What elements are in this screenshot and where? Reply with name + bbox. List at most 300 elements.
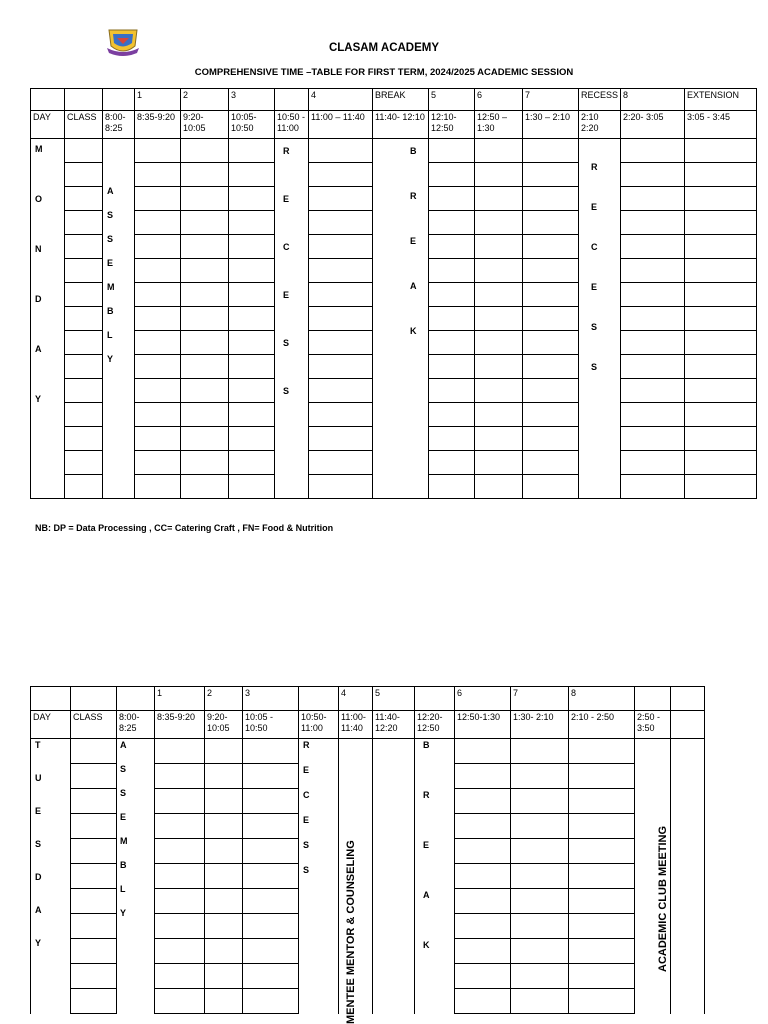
period-cell	[229, 283, 275, 307]
vertical-letter: S	[35, 839, 42, 849]
vertical-letter: A	[35, 344, 42, 354]
period5-cell	[373, 889, 415, 914]
period-cell	[523, 427, 579, 451]
header-cell	[71, 687, 117, 711]
break-cell	[373, 283, 429, 307]
vertical-letter: A	[423, 890, 430, 900]
period-cell	[229, 235, 275, 259]
period-cell	[475, 283, 523, 307]
period-cell	[569, 864, 635, 889]
period5-cell	[373, 989, 415, 1014]
period-cell	[475, 307, 523, 331]
table-row	[31, 283, 757, 307]
period-cell	[205, 989, 243, 1014]
period-cell	[523, 379, 579, 403]
extension-cell	[685, 163, 757, 187]
class-cell	[71, 839, 117, 864]
extension-cell	[685, 259, 757, 283]
time-slot-cell: 2:20- 3:05	[621, 111, 685, 139]
period-cell	[135, 427, 181, 451]
period-cell	[155, 864, 205, 889]
period-cell	[455, 764, 511, 789]
period-cell	[511, 989, 569, 1014]
period-cell	[429, 427, 475, 451]
vertical-letter: E	[35, 806, 42, 816]
period-cell	[309, 451, 373, 475]
header-cell: 6	[455, 687, 511, 711]
break-cell	[415, 989, 455, 1014]
vertical-letter: D	[35, 872, 42, 882]
blank-cell	[671, 964, 705, 989]
period-cell	[243, 914, 299, 939]
table-row	[31, 139, 757, 163]
period-cell	[429, 163, 475, 187]
blank-cell	[671, 939, 705, 964]
period-cell	[475, 187, 523, 211]
table-row	[31, 331, 757, 355]
period5-cell	[373, 964, 415, 989]
break-cell	[373, 211, 429, 235]
period-cell	[511, 864, 569, 889]
period-cell	[523, 259, 579, 283]
break-cell	[373, 187, 429, 211]
period-cell	[455, 864, 511, 889]
break-cell	[415, 864, 455, 889]
period-cell	[511, 764, 569, 789]
vertical-letter: S	[591, 322, 598, 332]
vertical-letter: Y	[35, 938, 42, 948]
vertical-letter: Y	[35, 394, 42, 404]
class-cell	[71, 889, 117, 914]
period-cell	[135, 451, 181, 475]
header-cell: 8	[621, 89, 685, 111]
time-slot-cell: CLASS	[65, 111, 103, 139]
break-cell	[373, 259, 429, 283]
period-cell	[205, 789, 243, 814]
extension-cell	[685, 427, 757, 451]
period-cell	[135, 283, 181, 307]
period-cell	[229, 475, 275, 499]
break-cell	[373, 163, 429, 187]
mentee-mentor-counseling-label: MENTEE MENTOR & COUNSELING	[345, 840, 357, 1024]
vertical-letter: A	[120, 740, 127, 750]
vertical-letter: S	[120, 764, 127, 774]
table-row	[31, 789, 705, 814]
period-cell	[243, 939, 299, 964]
period-cell	[523, 331, 579, 355]
break-cell	[373, 403, 429, 427]
period-cell	[569, 739, 635, 764]
vertical-letter: B	[410, 146, 417, 156]
assembly-cell	[117, 989, 155, 1014]
vertical-letter: S	[107, 210, 114, 220]
short-break-cell	[275, 379, 309, 403]
period-cell	[429, 139, 475, 163]
recess-cell	[579, 283, 621, 307]
short-break-cell	[275, 427, 309, 451]
table-row	[31, 403, 757, 427]
period-cell	[229, 331, 275, 355]
period-cell	[135, 235, 181, 259]
period-cell	[455, 839, 511, 864]
period-cell	[569, 814, 635, 839]
day-cell	[31, 355, 65, 379]
blank-cell	[671, 839, 705, 864]
period-cell	[621, 427, 685, 451]
vertical-letter: K	[423, 940, 430, 950]
break-cell	[373, 235, 429, 259]
short-break-cell	[275, 475, 309, 499]
vertical-letter: E	[591, 202, 598, 212]
time-slot-cell: 2:10 - 2:50	[569, 711, 635, 739]
period-cell	[455, 989, 511, 1014]
period-cell	[475, 355, 523, 379]
time-slot-cell: 11:40- 12:10	[373, 111, 429, 139]
vertical-letter: L	[107, 330, 113, 340]
class-cell	[65, 403, 103, 427]
time-slot-cell: CLASS	[71, 711, 117, 739]
vertical-letter: N	[35, 244, 42, 254]
table-row	[31, 235, 757, 259]
class-cell	[65, 331, 103, 355]
period-cell	[205, 764, 243, 789]
period-cell	[181, 235, 229, 259]
table-row	[31, 187, 757, 211]
period-cell	[229, 259, 275, 283]
period-cell	[135, 355, 181, 379]
vertical-letter: E	[410, 236, 417, 246]
vertical-letter: L	[120, 884, 126, 894]
recess-cell	[579, 211, 621, 235]
class-cell	[71, 964, 117, 989]
time-slot-cell: 12:50 – 1:30	[475, 111, 523, 139]
table-row	[31, 939, 705, 964]
break-cell	[415, 914, 455, 939]
vertical-letter: T	[35, 740, 41, 750]
period-cell	[181, 187, 229, 211]
period-cell	[429, 307, 475, 331]
period-cell	[229, 355, 275, 379]
class-cell	[65, 283, 103, 307]
period-cell	[309, 307, 373, 331]
table-row	[31, 864, 705, 889]
period-cell	[229, 307, 275, 331]
period-cell	[309, 139, 373, 163]
extension-cell	[685, 235, 757, 259]
header-cell: 7	[523, 89, 579, 111]
vertical-letter: E	[120, 812, 127, 822]
period-cell	[205, 864, 243, 889]
break-cell	[373, 451, 429, 475]
day-cell	[31, 451, 65, 475]
period-cell	[309, 475, 373, 499]
vertical-letter: U	[35, 773, 42, 783]
period-cell	[455, 789, 511, 814]
header-cell: 8	[569, 687, 635, 711]
vertical-letter: S	[283, 338, 290, 348]
class-cell	[65, 163, 103, 187]
time-slot-cell: 9:20-10:05	[181, 111, 229, 139]
period-cell	[155, 739, 205, 764]
break-cell	[415, 814, 455, 839]
table-row	[31, 889, 705, 914]
period-cell	[621, 307, 685, 331]
period-cell	[243, 739, 299, 764]
class-cell	[65, 139, 103, 163]
class-cell	[71, 764, 117, 789]
vertical-letter: S	[283, 386, 290, 396]
vertical-letter: B	[107, 306, 114, 316]
short-break-cell	[275, 355, 309, 379]
academic-club-meeting-label: ACADEMIC CLUB MEETING	[657, 825, 669, 972]
period-cell	[135, 403, 181, 427]
period-cell	[243, 814, 299, 839]
class-cell	[71, 914, 117, 939]
recess-cell	[579, 355, 621, 379]
blank-cell	[671, 764, 705, 789]
period-cell	[309, 403, 373, 427]
table-row	[31, 814, 705, 839]
vertical-letter: S	[303, 840, 310, 850]
class-cell	[71, 939, 117, 964]
class-cell	[71, 864, 117, 889]
period-cell	[135, 211, 181, 235]
break-cell	[415, 839, 455, 864]
header-cell	[299, 687, 339, 711]
period-cell	[181, 451, 229, 475]
vertical-letter: A	[107, 186, 114, 196]
club-cell	[635, 764, 671, 789]
time-slot-cell: 11:00 – 11:40	[309, 111, 373, 139]
time-slot-cell: DAY	[31, 711, 71, 739]
table-row	[31, 739, 705, 764]
timetable-subtitle: COMPREHENSIVE TIME –TABLE FOR FIRST TERM, 2024/2025 ACADEMIC SESSION	[194, 67, 574, 78]
assembly-cell	[103, 427, 135, 451]
period-cell	[243, 839, 299, 864]
period-cell	[569, 789, 635, 814]
time-slot-cell: 8:00-8:25	[103, 111, 135, 139]
vertical-letter: E	[283, 290, 290, 300]
period5-cell	[373, 814, 415, 839]
short-break-cell	[275, 331, 309, 355]
period-cell	[429, 331, 475, 355]
period-cell	[621, 379, 685, 403]
period-cell	[621, 187, 685, 211]
period-cell	[229, 427, 275, 451]
extension-cell	[685, 187, 757, 211]
period-cell	[229, 379, 275, 403]
period-cell	[511, 814, 569, 839]
time-slot-cell: 8:35-9:20	[155, 711, 205, 739]
period-cell	[523, 163, 579, 187]
short-break-cell	[275, 451, 309, 475]
period-cell	[455, 939, 511, 964]
class-cell	[65, 379, 103, 403]
blank-cell	[671, 914, 705, 939]
period-cell	[155, 889, 205, 914]
period-cell	[181, 139, 229, 163]
period5-cell	[373, 739, 415, 764]
period-cell	[243, 889, 299, 914]
class-cell	[65, 187, 103, 211]
period-cell	[475, 403, 523, 427]
period-cell	[155, 764, 205, 789]
period-cell	[621, 211, 685, 235]
vertical-letter: M	[35, 144, 43, 154]
day-cell	[31, 914, 71, 939]
period-cell	[229, 403, 275, 427]
period5-cell	[373, 864, 415, 889]
vertical-letter: D	[35, 294, 42, 304]
mentor-cell	[339, 789, 373, 814]
blank-cell	[671, 864, 705, 889]
day-cell	[31, 964, 71, 989]
table-row	[31, 764, 705, 789]
period-cell	[181, 283, 229, 307]
time-slot-cell: 1:30 – 2:10	[523, 111, 579, 139]
period5-cell	[373, 939, 415, 964]
period-cell	[155, 814, 205, 839]
vertical-letter: E	[423, 840, 430, 850]
vertical-letter: R	[303, 740, 310, 750]
period-cell	[429, 355, 475, 379]
period-cell	[229, 451, 275, 475]
vertical-letter: B	[120, 860, 127, 870]
period-cell	[309, 355, 373, 379]
period-cell	[475, 211, 523, 235]
recess-cell	[579, 475, 621, 499]
period-cell	[523, 187, 579, 211]
table-row	[31, 259, 757, 283]
period-cell	[523, 283, 579, 307]
day-cell	[31, 307, 65, 331]
period-cell	[429, 379, 475, 403]
period-cell	[511, 964, 569, 989]
extension-cell	[685, 331, 757, 355]
table-row	[31, 307, 757, 331]
break-cell	[373, 331, 429, 355]
period-cell	[309, 187, 373, 211]
extension-cell	[685, 211, 757, 235]
assembly-cell	[103, 163, 135, 187]
vertical-letter: M	[107, 282, 115, 292]
abbreviation-note: NB: DP = Data Processing , CC= Catering Craft , FN= Food & Nutrition	[35, 523, 334, 533]
header-cell: 4	[339, 687, 373, 711]
vertical-letter: R	[423, 790, 430, 800]
period-cell	[523, 475, 579, 499]
break-cell	[373, 475, 429, 499]
break-cell	[415, 764, 455, 789]
blank-cell	[671, 889, 705, 914]
class-cell	[65, 211, 103, 235]
period-cell	[621, 139, 685, 163]
class-cell	[65, 427, 103, 451]
period-cell	[181, 355, 229, 379]
day-cell	[31, 211, 65, 235]
period-cell	[243, 789, 299, 814]
monday-timetable	[30, 88, 757, 499]
period-cell	[309, 379, 373, 403]
vertical-letter: S	[120, 788, 127, 798]
period-cell	[429, 283, 475, 307]
period-cell	[243, 964, 299, 989]
period5-cell	[373, 789, 415, 814]
period-cell	[523, 451, 579, 475]
extension-cell	[685, 307, 757, 331]
period-cell	[523, 235, 579, 259]
class-cell	[65, 259, 103, 283]
header-cell: RECESS	[579, 89, 621, 111]
vertical-letter: R	[283, 146, 290, 156]
time-slot-cell	[671, 711, 705, 739]
vertical-letter: S	[591, 362, 598, 372]
period-cell	[135, 259, 181, 283]
period-cell	[181, 259, 229, 283]
vertical-letter: S	[107, 234, 114, 244]
period-cell	[309, 331, 373, 355]
period-cell	[429, 451, 475, 475]
table-row	[31, 355, 757, 379]
header-cell	[671, 687, 705, 711]
period-cell	[243, 864, 299, 889]
period-cell	[475, 163, 523, 187]
period-cell	[455, 814, 511, 839]
period-cell	[475, 139, 523, 163]
table-row	[31, 964, 705, 989]
vertical-letter: Y	[120, 908, 127, 918]
period-cell	[429, 235, 475, 259]
class-cell	[65, 475, 103, 499]
period5-cell	[373, 764, 415, 789]
short-break-cell	[275, 163, 309, 187]
period-cell	[135, 163, 181, 187]
period-cell	[181, 403, 229, 427]
vertical-letter: E	[107, 258, 114, 268]
class-cell	[71, 989, 117, 1014]
time-slot-cell: 8:00-8:25	[117, 711, 155, 739]
recess-cell	[579, 427, 621, 451]
period-cell	[523, 139, 579, 163]
period-cell	[155, 939, 205, 964]
table-row	[31, 914, 705, 939]
break-cell	[373, 307, 429, 331]
day-cell	[31, 403, 65, 427]
period-cell	[181, 475, 229, 499]
class-cell	[65, 355, 103, 379]
time-slot-cell: 10:50 - 11:00	[275, 111, 309, 139]
assembly-cell	[117, 964, 155, 989]
time-slot-cell: 2:10 2:20	[579, 111, 621, 139]
club-cell	[635, 739, 671, 764]
period-cell	[569, 939, 635, 964]
time-slot-cell: 12:50-1:30	[455, 711, 511, 739]
period-cell	[429, 187, 475, 211]
period-cell	[511, 839, 569, 864]
period-cell	[621, 283, 685, 307]
extension-cell	[685, 139, 757, 163]
break-cell	[415, 939, 455, 964]
period-cell	[511, 789, 569, 814]
period-cell	[429, 475, 475, 499]
period-cell	[135, 187, 181, 211]
period-cell	[455, 889, 511, 914]
time-slot-cell: 12:10-12:50	[429, 111, 475, 139]
mentor-cell	[339, 764, 373, 789]
header-cell	[31, 89, 65, 111]
recess-cell	[579, 187, 621, 211]
period-cell	[181, 379, 229, 403]
class-cell	[65, 451, 103, 475]
